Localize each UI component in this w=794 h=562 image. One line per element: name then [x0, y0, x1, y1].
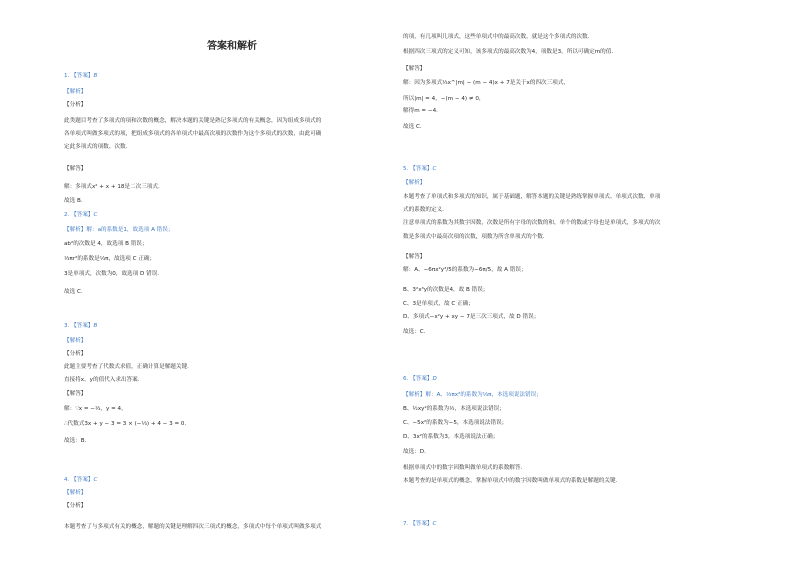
right-column	[403, 0, 738, 562]
answer-letter: B	[93, 323, 98, 329]
left-column	[64, 0, 399, 562]
answer-letter: C	[432, 521, 437, 527]
analysis-tag-line: 【解析】	[64, 89, 87, 95]
text-line: 根据单项式中的数字因数叫做单项式的系数解答.	[403, 465, 523, 471]
question-number: 3.	[64, 323, 72, 329]
text-line: ⅓πr²的系数是⅓π，故选项 C 正确；	[64, 256, 156, 262]
text-line: ab²的次数是 4，故选项 B 错误；	[64, 241, 148, 247]
text-line: 【分析】	[64, 503, 87, 509]
text-line: 故选 B.	[64, 198, 83, 204]
text-line: B、3²x³y的次数是4，故 B 错误；	[403, 287, 489, 293]
text-line: C、−5x²的系数为−5，本选项说法错误；	[403, 420, 508, 426]
text-line: ∴代数式3x + y − 3 = 3 × (−⅓) + 4 − 3 = 0.	[64, 421, 187, 427]
answer-tag: 【答案】	[410, 166, 433, 172]
text-line: D、3x²的系数为3，本选项说法正确；	[403, 434, 499, 440]
text-line: 解：∵x = −⅓，y = 4，	[64, 406, 127, 412]
text-line: 【解答】	[403, 66, 426, 72]
answer-tag: 【答案】	[410, 376, 433, 382]
text-line: 式的系数的定义.	[403, 207, 444, 213]
text-line: 【解答】	[64, 166, 87, 172]
answer-tag: 【答案】	[410, 521, 433, 527]
text-line: 此类题目考查了多项式的项和次数的概念，解决本题的关键是熟记多项式的有关概念，因为组成多项式的	[64, 118, 322, 124]
text-line: 定此多项式的项数、次数.	[64, 144, 128, 150]
analysis-tag-line: 【解析】	[403, 180, 426, 186]
text-line: 解：多项式x² + x + 18是二次三项式.	[64, 184, 160, 190]
text-line: 根据四次三项式的定义可知，该多项式的最高次数为4，项数是3，所以可确定m的值.	[403, 49, 614, 55]
answer-letter: B	[93, 73, 98, 79]
text-line: 故选：B.	[64, 438, 87, 444]
text-line: 故选 C.	[403, 124, 422, 130]
answer-letter: C	[93, 212, 98, 218]
question-number: 4.	[64, 477, 72, 483]
text-line: C、3是单项式，故 C 正确；	[403, 301, 474, 307]
text-line: 的项，有几项叫几项式，这些单项式中的最高次数，就是这个多项式的次数.	[403, 34, 590, 40]
answer-line	[403, 165, 738, 173]
text-line: 故选：C.	[403, 329, 426, 335]
text-line: 【解答】	[403, 254, 426, 260]
text-line: 数是多项式中最高次项的次数，项数为所含单项式的个数.	[403, 234, 545, 240]
answer-letter: C	[432, 166, 437, 172]
analysis-tag-line: 【解析】解：A、⅓πx²的系数为⅓π，本选项说法错误；	[403, 392, 542, 398]
answer-line	[64, 476, 399, 484]
text-line: 各单项式叫做多项式的项，把组成多项式的各单项式中最高次项的次数作为这个多项式的次数，由此可确	[64, 131, 322, 137]
text-line: B、½xy²的系数为½，本选项说法错误；	[403, 406, 505, 412]
text-line: 【分析】	[64, 351, 87, 357]
text-line: 本题考查了与多项式有关的概念，解题的关键是理解四次三项式的概念，多项式中每个单项式叫做多项式	[64, 524, 322, 530]
answer-line	[64, 72, 399, 80]
text-line: 3是单项式，次数为0，故选项 D 错误.	[64, 271, 160, 277]
answer-letter: C	[93, 477, 98, 483]
question-number: 6.	[403, 376, 411, 382]
page-title: 答案和解析	[207, 41, 257, 52]
text-line: 【解答】	[64, 391, 87, 397]
answer-tag: 【答案】	[71, 73, 94, 79]
text-line: 本题考查的是单项式的概念，掌握单项式中的数字因数叫做单项式的系数是解题的关键.	[403, 478, 618, 484]
analysis-tag-line: 【解析】解：a的系数是1，故选项 A 错误；	[64, 227, 174, 233]
answer-tag: 【答案】	[71, 323, 94, 329]
text-line: 解：因为多项式⅓x^|m| − (m − 4)x + 7是关于x的四次三项式，	[403, 80, 570, 86]
text-line: D、多项式−x²y + xy − 7是三次三项式，故 D 错误；	[403, 314, 540, 320]
text-line: 所以|m| = 4，−(m − 4) ≠ 0，	[403, 96, 485, 102]
analysis-tag-line: 【解析】	[64, 490, 87, 496]
text-line: 解得m = −4.	[403, 108, 438, 114]
answer-tag: 【答案】	[71, 477, 94, 483]
text-line: 解：A、−6πx²y³/5的系数为−6π/5，故 A 错误；	[403, 267, 527, 273]
text-line: 本题考查了单项式和多项式的知识，属于基础题，解答本题的关键是熟练掌握单项式、单项式次数、单项	[403, 194, 661, 200]
answer-line	[64, 322, 399, 330]
answer-tag: 【答案】	[71, 212, 94, 218]
text-line: 故选：D.	[403, 449, 426, 455]
answer-letter: D	[432, 376, 437, 382]
answer-line	[403, 375, 738, 383]
question-number: 5.	[403, 166, 411, 172]
text-line: 直接将x，y的值代入求出答案.	[64, 377, 140, 383]
answer-line	[64, 211, 399, 219]
text-line: 注意单项式的系数为其数字因数，次数是所有字母的次数的和，单个的数或字母也是单项式，多项式的次	[403, 220, 661, 226]
answer-line	[403, 520, 738, 528]
question-number: 2.	[64, 212, 72, 218]
question-number: 1.	[64, 73, 72, 79]
text-line: 【分析】	[64, 102, 87, 108]
question-number: 7.	[403, 521, 411, 527]
text-line: 故选 C.	[64, 289, 83, 295]
analysis-tag-line: 【解析】	[64, 338, 87, 344]
text-line: 此题主要考查了代数式求值，正确计算是解题关键.	[64, 364, 189, 370]
